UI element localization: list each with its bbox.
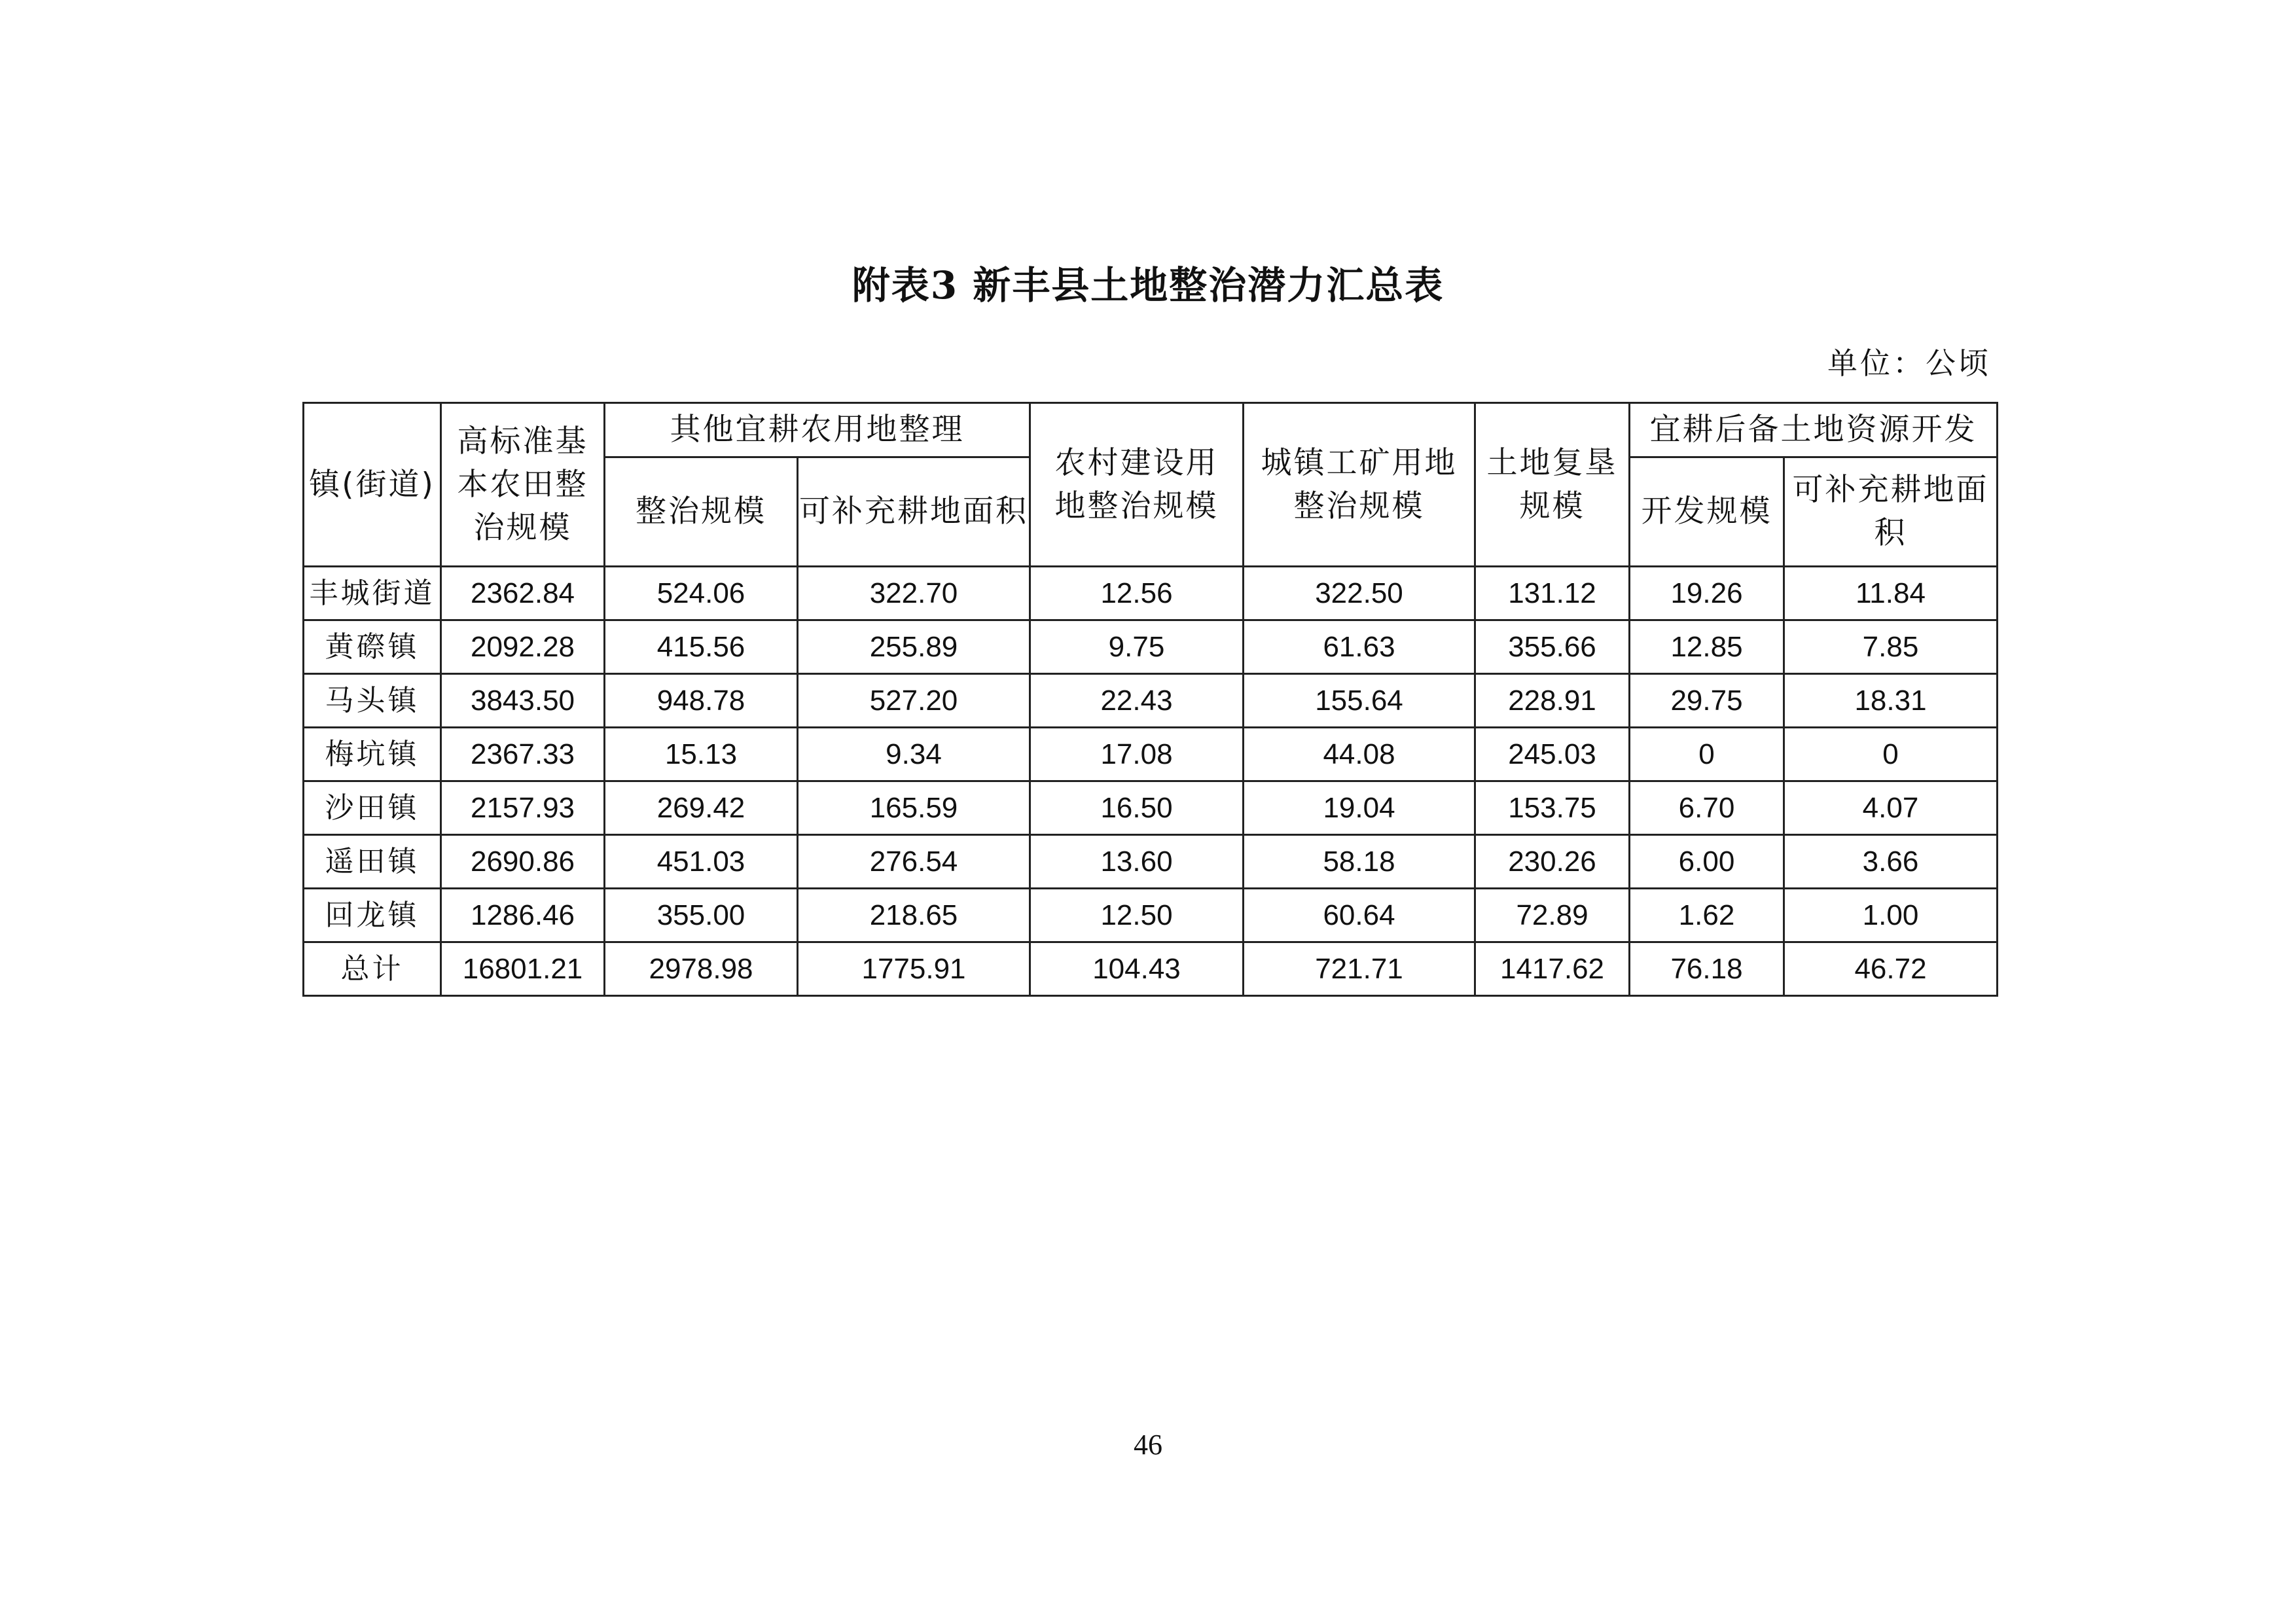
cell-reclaim: 1417.62 — [1475, 942, 1630, 996]
cell-town: 沙田镇 — [304, 781, 441, 835]
table-row — [304, 567, 1998, 620]
table-row — [304, 781, 1998, 835]
header-reclamation: 土地复垦规模 — [1475, 403, 1630, 567]
cell-town: 遥田镇 — [304, 835, 441, 889]
cell-other-scale: 415.56 — [605, 620, 798, 674]
cell-town: 总计 — [304, 942, 441, 996]
cell-other-scale: 451.03 — [605, 835, 798, 889]
cell-rural: 12.56 — [1030, 567, 1244, 620]
cell-rural: 22.43 — [1030, 674, 1244, 728]
cell-reserve-supplement: 11.84 — [1784, 567, 1998, 620]
cell-basic: 2367.33 — [441, 728, 605, 781]
header-town: 镇(街道) — [304, 403, 441, 567]
cell-town: 丰城街道 — [304, 567, 441, 620]
header-rural-construction: 农村建设用地整治规模 — [1030, 403, 1244, 567]
cell-reserve-supplement: 0 — [1784, 728, 1998, 781]
cell-reserve-supplement: 7.85 — [1784, 620, 1998, 674]
cell-other-scale: 355.00 — [605, 889, 798, 942]
potential-summary-table-container — [302, 402, 1996, 997]
cell-urban: 721.71 — [1244, 942, 1475, 996]
cell-urban: 60.64 — [1244, 889, 1475, 942]
cell-reserve-scale: 6.70 — [1630, 781, 1784, 835]
cell-rural: 104.43 — [1030, 942, 1244, 996]
cell-urban: 19.04 — [1244, 781, 1475, 835]
cell-reserve-scale: 0 — [1630, 728, 1784, 781]
cell-reserve-scale: 19.26 — [1630, 567, 1784, 620]
cell-other-scale: 524.06 — [605, 567, 798, 620]
cell-basic: 16801.21 — [441, 942, 605, 996]
cell-town: 马头镇 — [304, 674, 441, 728]
cell-urban: 58.18 — [1244, 835, 1475, 889]
cell-other-scale: 2978.98 — [605, 942, 798, 996]
table-row — [304, 674, 1998, 728]
table-row — [304, 835, 1998, 889]
cell-other-scale: 269.42 — [605, 781, 798, 835]
header-reserve-scale: 开发规模 — [1630, 457, 1784, 567]
cell-urban: 61.63 — [1244, 620, 1475, 674]
cell-urban: 44.08 — [1244, 728, 1475, 781]
cell-rural: 16.50 — [1030, 781, 1244, 835]
cell-town: 黄磜镇 — [304, 620, 441, 674]
document-title: 附表3 新丰县土地整治潜力汇总表 — [852, 263, 1444, 308]
cell-rural: 13.60 — [1030, 835, 1244, 889]
cell-other-supplement: 276.54 — [798, 835, 1030, 889]
cell-other-scale: 948.78 — [605, 674, 798, 728]
header-row-1 — [304, 403, 1998, 457]
cell-reserve-supplement: 1.00 — [1784, 889, 1998, 942]
cell-reserve-scale: 29.75 — [1630, 674, 1784, 728]
cell-other-scale: 15.13 — [605, 728, 798, 781]
cell-reclaim: 72.89 — [1475, 889, 1630, 942]
cell-reclaim: 131.12 — [1475, 567, 1630, 620]
header-other-supplement: 可补充耕地面积 — [798, 457, 1030, 567]
potential-summary-table — [302, 402, 1998, 997]
header-other-farmland: 其他宜耕农用地整理 — [605, 403, 1030, 457]
cell-other-supplement: 1775.91 — [798, 942, 1030, 996]
cell-reserve-supplement: 4.07 — [1784, 781, 1998, 835]
table-row — [304, 620, 1998, 674]
cell-basic: 3843.50 — [441, 674, 605, 728]
cell-rural: 9.75 — [1030, 620, 1244, 674]
cell-reserve-scale: 1.62 — [1630, 889, 1784, 942]
cell-reserve-scale: 12.85 — [1630, 620, 1784, 674]
header-reserve: 宜耕后备土地资源开发 — [1630, 403, 1998, 457]
cell-reserve-scale: 76.18 — [1630, 942, 1784, 996]
cell-reclaim: 355.66 — [1475, 620, 1630, 674]
cell-basic: 1286.46 — [441, 889, 605, 942]
cell-reserve-supplement: 3.66 — [1784, 835, 1998, 889]
cell-other-supplement: 218.65 — [798, 889, 1030, 942]
header-reserve-supplement: 可补充耕地面积 — [1784, 457, 1998, 567]
cell-other-supplement: 322.70 — [798, 567, 1030, 620]
cell-basic: 2092.28 — [441, 620, 605, 674]
cell-other-supplement: 9.34 — [798, 728, 1030, 781]
page-number: 46 — [1134, 1429, 1162, 1461]
cell-town: 梅坑镇 — [304, 728, 441, 781]
header-other-scale: 整治规模 — [605, 457, 798, 567]
cell-reserve-scale: 6.00 — [1630, 835, 1784, 889]
cell-reserve-supplement: 46.72 — [1784, 942, 1998, 996]
cell-rural: 12.50 — [1030, 889, 1244, 942]
cell-reclaim: 228.91 — [1475, 674, 1630, 728]
header-urban-mining: 城镇工矿用地整治规模 — [1244, 403, 1475, 567]
cell-basic: 2157.93 — [441, 781, 605, 835]
unit-note: 单位：公顷 — [1827, 346, 1991, 381]
cell-urban: 155.64 — [1244, 674, 1475, 728]
cell-basic: 2690.86 — [441, 835, 605, 889]
cell-basic: 2362.84 — [441, 567, 605, 620]
cell-reserve-supplement: 18.31 — [1784, 674, 1998, 728]
cell-reclaim: 230.26 — [1475, 835, 1630, 889]
cell-other-supplement: 527.20 — [798, 674, 1030, 728]
cell-urban: 322.50 — [1244, 567, 1475, 620]
cell-town: 回龙镇 — [304, 889, 441, 942]
table-row-total — [304, 942, 1998, 996]
cell-other-supplement: 165.59 — [798, 781, 1030, 835]
table-row — [304, 889, 1998, 942]
table-row — [304, 728, 1998, 781]
header-basic-farmland: 高标准基本农田整治规模 — [441, 403, 605, 567]
cell-rural: 17.08 — [1030, 728, 1244, 781]
cell-reclaim: 153.75 — [1475, 781, 1630, 835]
cell-reclaim: 245.03 — [1475, 728, 1630, 781]
cell-other-supplement: 255.89 — [798, 620, 1030, 674]
